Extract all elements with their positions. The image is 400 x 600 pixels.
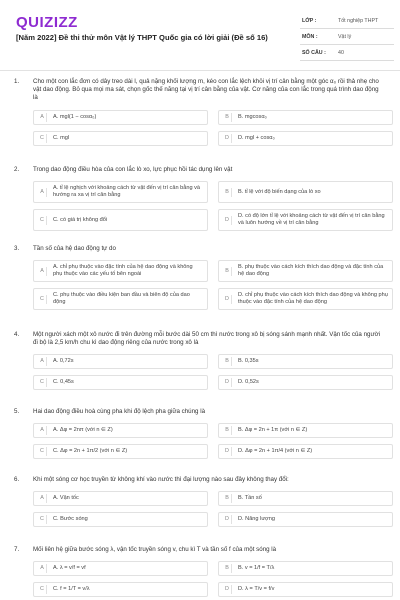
option-letter: C — [38, 515, 47, 524]
option-letter: A — [38, 564, 47, 573]
answer-option-c[interactable] — [33, 512, 208, 527]
option-text: C. phụ thuộc vào điều kiện ban đầu và biên độ của dao động — [53, 292, 190, 306]
option-text: B. tỉ lệ với độ biến dạng của lò xo — [238, 188, 321, 195]
question-text: Mối liên hệ giữa bước sóng λ, vận tốc truyền sóng v, chu kì T và tần số f của một sóng là — [33, 546, 277, 553]
option-letter: D — [223, 216, 232, 225]
meta-row-class — [300, 13, 394, 29]
option-text: C. Δφ = 2n + 1π/2 (với n ∈ Z) — [53, 448, 128, 455]
option-letter: D — [223, 447, 232, 456]
question-4 — [0, 331, 400, 390]
option-letter: D — [223, 378, 232, 387]
answer-options — [33, 110, 400, 146]
question-number: 5. — [14, 408, 20, 415]
answer-option-b[interactable] — [218, 354, 393, 369]
meta-label: SỐ CÂU : — [302, 49, 326, 56]
answer-options — [33, 491, 400, 527]
question-number: 2. — [14, 166, 20, 173]
answer-option-b[interactable] — [218, 260, 393, 282]
question-text: Khi một sóng cơ học truyền từ không khí vào nước thì đại lượng nào sau đây không thay đổi: — [33, 476, 289, 483]
answer-options — [33, 260, 400, 310]
question-number: 6. — [14, 476, 20, 483]
question-text: Hai dao động điều hoà cùng pha khi độ lệch pha giữa chúng là — [33, 408, 206, 415]
question-3 — [0, 245, 400, 310]
question-6 — [0, 476, 400, 527]
option-text: D. λ = T/v = f/v — [238, 586, 275, 593]
option-letter: C — [38, 216, 47, 225]
question-5 — [0, 408, 400, 459]
answer-option-a[interactable] — [33, 354, 208, 369]
option-text: C. f = 1/T = v/λ — [53, 586, 90, 593]
option-text: B. phụ thuộc vào cách kích thích dao động và đặc tính của hệ dao động — [238, 264, 384, 278]
option-letter: C — [38, 378, 47, 387]
answer-option-b[interactable] — [218, 423, 393, 438]
answer-options — [33, 561, 400, 597]
option-letter: C — [38, 585, 47, 594]
option-text: D. Năng lượng — [238, 516, 275, 523]
option-text: A. tỉ lệ nghịch với khoảng cách từ vật đến vị trí cân bằng và hướng ra xa vị trí cân bằng — [53, 185, 201, 199]
option-text: A. λ = v/f = vf — [53, 565, 86, 572]
answer-option-a[interactable] — [33, 491, 208, 506]
worksheet-meta — [300, 13, 394, 61]
answer-option-c[interactable] — [33, 375, 208, 390]
answer-options — [33, 354, 400, 390]
option-text: D. mgl + cosα₀ — [238, 134, 275, 141]
question-text: Tần số của hệ dao động tự do — [33, 245, 116, 252]
option-text: A. Vận tốc — [53, 495, 79, 502]
option-text: C. mgl — [53, 134, 70, 141]
meta-value: Vật lý — [338, 33, 352, 40]
option-letter: D — [223, 134, 232, 143]
option-text: B. Tần số — [238, 495, 262, 502]
question-text: Trong dao động điều hòa của con lắc lò xo, lực phục hồi tác dụng lên vật — [33, 166, 233, 173]
answer-options — [33, 181, 400, 231]
meta-row-subject — [300, 29, 394, 45]
answer-option-a[interactable] — [33, 561, 208, 576]
option-text: B. Δφ = 2n + 1π (với n ∈ Z) — [238, 427, 308, 434]
option-text: C. có giá trị không đổi — [53, 216, 108, 223]
option-letter: A — [38, 494, 47, 503]
option-letter: C — [38, 447, 47, 456]
question-text: Một người xách một xô nước đi trên đường mỗi bước dài 50 cm thì nước trong xô bị sóng sánh mạnh nhất. Vận tốc của người đi bộ là 2,5 km/h chu kì dao động riêng của nước trong xô là — [33, 331, 381, 347]
option-text: B. v = 1/f = T/λ — [238, 565, 275, 572]
answer-option-d[interactable] — [218, 444, 393, 459]
option-text: B. 0,35s — [238, 358, 259, 365]
quizizz-logo: QUIZIZZ — [16, 14, 78, 31]
option-letter: B — [223, 357, 232, 366]
option-text: A. chỉ phụ thuộc vào đặc tính của hệ dao động và không phụ thuộc vào các yếu tố bên ngoài — [53, 264, 193, 278]
answer-option-a[interactable] — [33, 260, 208, 282]
answer-option-c[interactable] — [33, 131, 208, 146]
option-text: D. Δφ = 2n + 1π/4 (với n ∈ Z) — [238, 448, 313, 455]
question-number: 4. — [14, 331, 20, 338]
answer-option-d[interactable] — [218, 131, 393, 146]
option-letter: B — [223, 188, 232, 197]
option-letter: D — [223, 585, 232, 594]
answer-option-c[interactable] — [33, 288, 208, 310]
answer-option-a[interactable] — [33, 181, 208, 203]
option-letter: A — [38, 188, 47, 197]
option-text: C. Bước sóng — [53, 516, 88, 523]
question-number: 7. — [14, 546, 20, 553]
option-letter: A — [38, 357, 47, 366]
option-letter: A — [38, 267, 47, 276]
question-2 — [0, 166, 400, 231]
question-1 — [0, 78, 400, 146]
worksheet-title: [Năm 2022] Đề thi thử môn Vật lý THPT Quốc gia có lời giải (Đề số 16) — [16, 33, 268, 42]
meta-value: 40 — [338, 49, 344, 56]
answer-option-c[interactable] — [33, 209, 208, 231]
option-text: A. 0,72s — [53, 358, 74, 365]
option-letter: D — [223, 295, 232, 304]
option-text: C. 0,45s — [53, 379, 74, 386]
option-letter: C — [38, 134, 47, 143]
option-letter: B — [223, 267, 232, 276]
option-text: B. mgcosα₀ — [238, 113, 267, 120]
question-7 — [0, 546, 400, 597]
question-number: 1. — [14, 78, 20, 85]
answer-option-d[interactable] — [218, 375, 393, 390]
meta-value: Tốt nghiệp THPT — [338, 17, 379, 24]
option-letter: D — [223, 515, 232, 524]
answer-options — [33, 423, 400, 459]
question-text: Cho một con lắc đơn có dây treo dài l, quả nặng khối lượng m, kéo con lắc lệch khỏi vị trí cân bằng một góc α₀ rồi thả nhẹ cho vật dao động. Bỏ qua mọi ma sát, chọn gốc thế năng tại vị trí cân bằng của vật. Cơ năng của con lắc trong quá trình dao động là — [33, 78, 379, 102]
worksheet-header — [0, 0, 400, 70]
answer-option-a[interactable] — [33, 423, 208, 438]
option-letter: B — [223, 494, 232, 503]
answer-option-b[interactable] — [218, 491, 393, 506]
option-letter: C — [38, 295, 47, 304]
option-letter: A — [38, 113, 47, 122]
option-text: D. có độ lớn tỉ lệ với khoảng cách từ vật đến vị trí cân bằng và luôn hướng về vị trí cân bằng — [238, 213, 385, 227]
answer-option-b[interactable] — [218, 181, 393, 203]
answer-option-a[interactable] — [33, 110, 208, 125]
answer-option-b[interactable] — [218, 561, 393, 576]
answer-option-b[interactable] — [218, 110, 393, 125]
meta-label: LỚP : — [302, 17, 317, 24]
option-text: D. chỉ phụ thuộc vào cách kích thích dao động và không phụ thuộc vào đặc tính của hệ dao động — [238, 292, 388, 306]
option-letter: A — [38, 426, 47, 435]
answer-option-d[interactable] — [218, 209, 393, 231]
question-number: 3. — [14, 245, 20, 252]
meta-row-question-count — [300, 45, 394, 61]
answer-option-d[interactable] — [218, 582, 393, 597]
option-letter: B — [223, 426, 232, 435]
option-text: A. mgl(1 − cosα₀) — [53, 113, 97, 120]
option-letter: B — [223, 113, 232, 122]
answer-option-c[interactable] — [33, 444, 208, 459]
answer-option-d[interactable] — [218, 512, 393, 527]
meta-label: MÔN : — [302, 33, 318, 40]
option-letter: B — [223, 564, 232, 573]
answer-option-c[interactable] — [33, 582, 208, 597]
answer-option-d[interactable] — [218, 288, 393, 310]
option-text: D. 0,52s — [238, 379, 259, 386]
option-text: A. Δφ = 2nπ (với n ∈ Z) — [53, 427, 113, 434]
header-divider — [0, 70, 400, 71]
